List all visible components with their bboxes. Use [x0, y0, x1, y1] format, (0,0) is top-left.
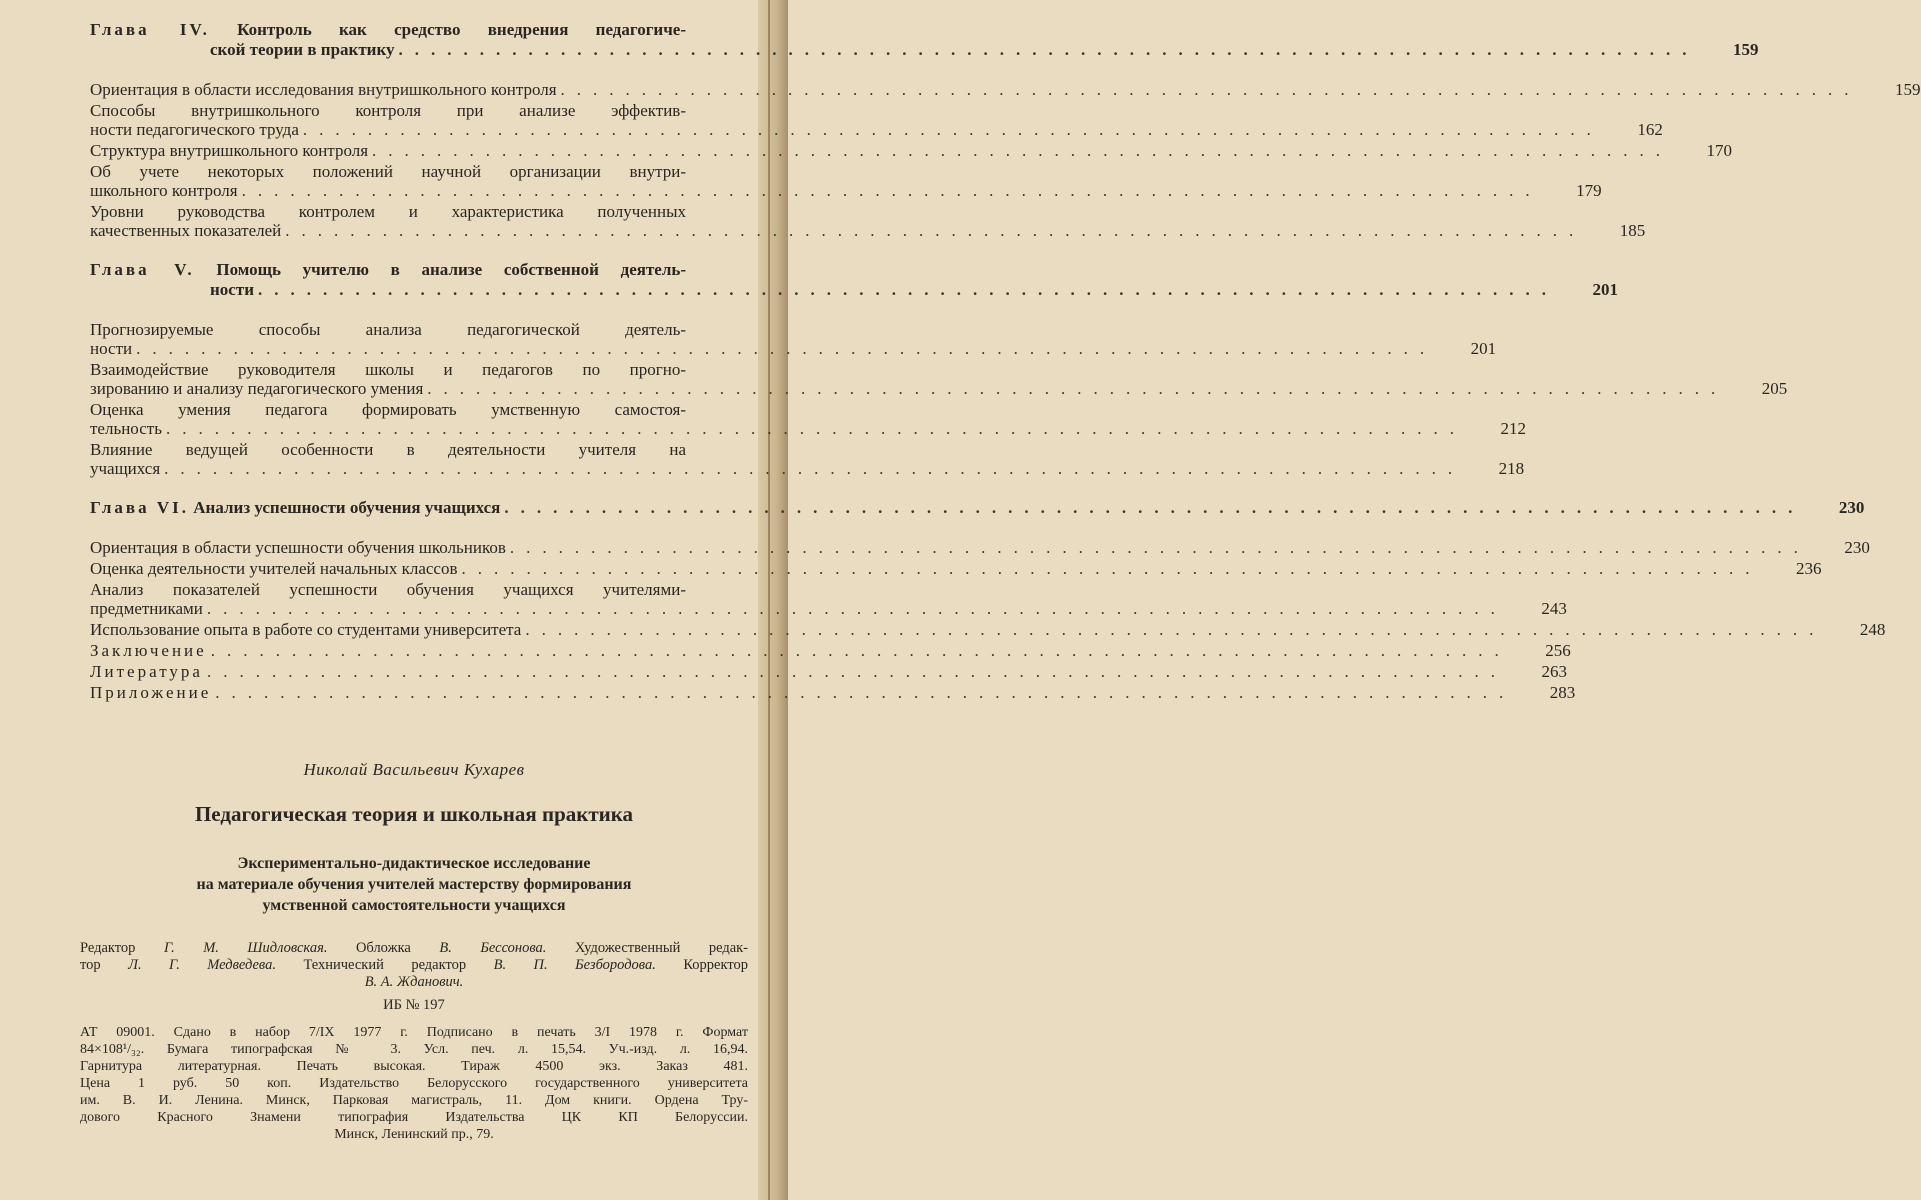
pub-line: Цена 1 руб. 50 коп. Издательство Белорусского государственного университета	[80, 1076, 748, 1091]
toc-entry-page: 212	[1500, 419, 1526, 438]
toc-entry-text-line2: учащихся	[90, 459, 161, 478]
tech-editor-name: В. П. Безбородова.	[493, 957, 656, 973]
toc-entry	[90, 538, 1870, 557]
toc-entry-text-line2: ности	[90, 339, 133, 358]
toc-entry	[90, 141, 1733, 160]
toc-entry	[90, 320, 1497, 358]
toc-entry	[90, 559, 1822, 578]
credits	[80, 940, 748, 991]
leader-dots: ................................................................................	[504, 498, 1805, 517]
toc-entry-text-line2: тельность	[90, 419, 162, 438]
toc-entry-page: 218	[1498, 459, 1525, 478]
toc-entry	[90, 202, 1646, 240]
toc-entry-text: Взаимодействие руководителя школы и педагогов по прогно-	[90, 360, 686, 379]
toc-entry-page: 283	[1549, 683, 1576, 702]
book-subtitle	[80, 853, 748, 916]
leader-dots: ................................................................................	[427, 379, 1728, 398]
toc-entry-text-line2: предметниками	[90, 599, 203, 618]
leader-dots: ................................................................................	[372, 141, 1673, 160]
leader-dots: ................................................................................	[525, 620, 1826, 639]
editor-label: Редактор	[80, 940, 136, 956]
chapter-4-title-line2: ской теории в практику	[210, 40, 395, 59]
toc-entry-text: Анализ показателей успешности обучения учащихся учителями-	[90, 580, 686, 599]
art-editor-label: Художественный редак-	[574, 940, 749, 956]
toc-entry	[90, 580, 1567, 618]
leader-dots: ................................................................................	[136, 339, 1437, 358]
toc-entry-text: Способы внутришкольного контроля при анализе эффектив-	[90, 101, 686, 120]
publication-details	[80, 1024, 748, 1143]
chapter-4-prefix: Глава IV.	[90, 20, 210, 39]
toc-entry-text: Заключение	[90, 641, 207, 660]
subtitle-line: на материале обучения учителей мастерству формирования	[196, 876, 632, 893]
toc-entry-page: 170	[1706, 141, 1733, 160]
leader-dots: ................................................................................	[560, 80, 1861, 99]
leader-dots: ................................................................................	[165, 419, 1466, 438]
table-of-contents	[90, 20, 1921, 702]
toc-entry	[90, 620, 1886, 639]
editor-name: Г. М. Шидловская.	[163, 940, 328, 956]
toc-entry-literature	[90, 662, 1567, 681]
chapter-6-title: Анализ успешности обучения учащихся	[193, 498, 501, 517]
toc-entry-text-line2: школьного контроля	[90, 181, 238, 200]
chapter-5-page: 201	[1592, 280, 1618, 299]
pub-line: дового Красного Знамени типография Издательства ЦК КП Белоруссии.	[80, 1110, 748, 1125]
toc-entry-page: 162	[1637, 120, 1663, 139]
chapter-4-title-line1: Контроль как средство внедрения педагогиче-	[237, 20, 687, 39]
toc-entry-page: 205	[1761, 379, 1788, 398]
toc-entry-text: Оценка умения педагога формировать умственную самостоя-	[90, 400, 686, 419]
pub-line: им. В. И. Ленина. Минск, Парковая магистраль, 11. Дом книги. Ордена Тру-	[80, 1093, 748, 1108]
toc-entry-text: Оценка деятельности учителей начальных классов	[90, 559, 458, 578]
pub-line: 84×108¹/₃₂. Бумага типографская № 3. Усл. печ. л. 15,54. Уч.-изд. л. 16,94.	[80, 1042, 748, 1057]
chapter-5-title-line2: ности	[210, 280, 254, 299]
toc-entry-text-line2: качественных показателей	[90, 221, 282, 240]
toc-entry-page: 263	[1541, 662, 1567, 681]
toc-entry-text: Структура внутришкольного контроля	[90, 141, 369, 160]
leader-dots: ................................................................................	[285, 221, 1586, 240]
leader-dots: ................................................................................	[302, 120, 1603, 139]
chapter-5-heading	[90, 260, 1618, 300]
subtitle-line: умственной самостоятельности учащихся	[262, 897, 566, 914]
author-name: Николай Васильевич Кухарев	[303, 760, 525, 779]
toc-entry-text-line2: зированию и анализу педагогического умения	[90, 379, 424, 398]
toc-entry-text-line2: ности педагогического труда	[90, 120, 299, 139]
chapter-6-prefix: Глава VI.	[90, 498, 190, 517]
book-title: Педагогическая теория и школьная практика	[194, 802, 634, 826]
pub-line: АТ 09001. Сдано в набор 7/IX 1977 г. Подписано в печать 3/I 1978 г. Формат	[80, 1025, 748, 1040]
ib-number: ИБ № 197	[383, 997, 445, 1013]
toc-entry	[90, 360, 1788, 398]
leader-dots: ................................................................................	[258, 280, 1558, 299]
leader-dots: ................................................................................	[210, 641, 1511, 660]
leader-dots: ................................................................................	[206, 599, 1507, 618]
toc-entry-page: 230	[1844, 538, 1870, 557]
toc-entry-page: 185	[1619, 221, 1646, 240]
pub-line: Гарнитура литературная. Печать высокая. Тираж 4500 экз. Заказ 481.	[80, 1059, 748, 1074]
toc-entry-page: 236	[1796, 559, 1822, 578]
chapter-4-page: 159	[1733, 40, 1759, 59]
toc-entry	[90, 440, 1525, 478]
chapter-4-heading	[90, 20, 1759, 60]
art-editor-name: Л. Г. Медведева.	[128, 957, 276, 973]
chapter-5-title-line1: Помощь учителю в анализе собственной деятель-	[216, 260, 687, 279]
toc-entry-text: Литература	[90, 662, 203, 681]
toc-entry-page: 243	[1541, 599, 1567, 618]
leader-dots: ................................................................................	[241, 181, 1542, 200]
toc-entry-text: Приложение	[90, 683, 212, 702]
corrector-label: Корректор	[683, 957, 748, 973]
corrector-name: В. А. Жданович.	[364, 974, 464, 990]
toc-entry-text: Уровни руководства контролем и характеристика полученных	[90, 202, 686, 221]
toc-entry	[90, 101, 1663, 139]
chapter-6-heading	[90, 498, 1865, 518]
toc-entry-text: Ориентация в области исследования внутришкольного контроля	[90, 80, 557, 99]
cover-label: Обложка	[355, 940, 411, 956]
chapter-6-page: 230	[1838, 498, 1865, 517]
toc-entry	[90, 162, 1602, 200]
toc-entry	[90, 80, 1921, 99]
toc-entry-appendix	[90, 683, 1576, 702]
pub-line: Минск, Ленинский пр., 79.	[334, 1127, 494, 1142]
subtitle-line: Экспериментально-дидактическое исследование	[237, 855, 591, 872]
toc-entry-page: 159	[1895, 80, 1921, 99]
tech-editor-label: Технический редактор	[303, 957, 467, 973]
toc-entry-conclusion	[90, 641, 1571, 660]
toc-entry	[90, 400, 1526, 438]
toc-entry-page: 256	[1545, 641, 1571, 660]
cover-name: В. Бессонова.	[439, 940, 547, 956]
leader-dots: ................................................................................	[164, 459, 1465, 478]
leader-dots: ................................................................................	[206, 662, 1507, 681]
leader-dots: ................................................................................	[509, 538, 1810, 557]
toc-entry-text: Влияние ведущей особенности в деятельности учителя на	[90, 440, 686, 459]
chapter-5-prefix: Глава V.	[90, 260, 195, 279]
toc-entry-page: 248	[1859, 620, 1886, 639]
toc-entry-page: 179	[1576, 181, 1602, 200]
leader-dots: ................................................................................	[398, 40, 1699, 59]
toc-entry-text: Прогнозируемые способы анализа педагогической деятель-	[90, 320, 686, 339]
leader-dots: ................................................................................	[215, 683, 1516, 702]
toc-entry-text: Использование опыта в работе со студентами университета	[90, 620, 522, 639]
imprint-block	[80, 760, 748, 1143]
art-editor-label-line2: тор	[80, 957, 101, 973]
toc-entry-text: Ориентация в области успешности обучения школьников	[90, 538, 506, 557]
toc-entry-page: 201	[1470, 339, 1497, 358]
toc-entry-text: Об учете некоторых положений научной организации внутри-	[90, 162, 686, 181]
leader-dots: ................................................................................	[461, 559, 1762, 578]
